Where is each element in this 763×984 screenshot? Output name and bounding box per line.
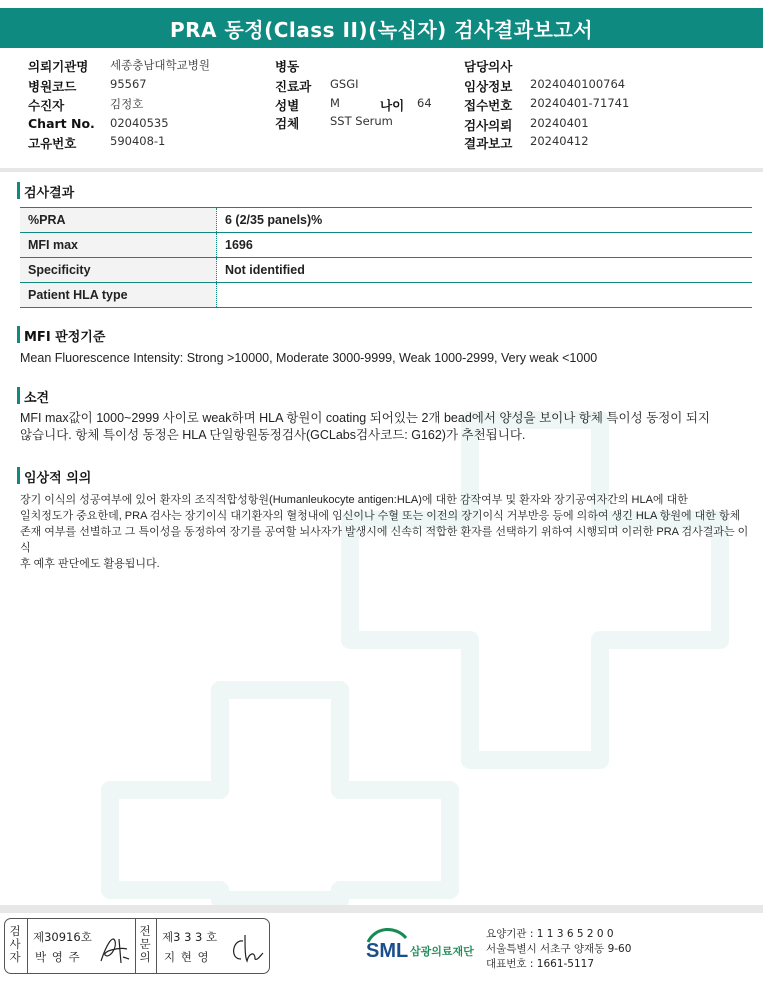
clinical-text bbox=[20, 492, 750, 572]
results-table bbox=[20, 207, 752, 308]
results-heading: 검사결과 bbox=[17, 182, 74, 201]
signature-box bbox=[4, 918, 270, 974]
receipt-no-value: 20240401-71741 bbox=[530, 96, 630, 110]
divider bbox=[0, 168, 763, 172]
chart-no-value: 02040535 bbox=[110, 116, 169, 130]
clinical-info-label: 임상정보 bbox=[464, 79, 513, 94]
unique-no-label: 고유번호 bbox=[28, 136, 77, 151]
report-title: PRA 동정(Class II)(녹십자) 검사결과보고서 bbox=[0, 8, 763, 48]
doctor-label: 담당의사 bbox=[464, 59, 513, 74]
dept-label: 진료과 bbox=[275, 79, 312, 94]
chart-no-label: Chart No. bbox=[28, 116, 95, 131]
clinical-line: 후 예후 판단에도 활용됩니다. bbox=[20, 558, 160, 570]
clinical-line: 일치정도가 중요한데, PRA 검사는 장기이식 대기환자의 혈청내에 임신이나 수혈 또는 이전의 장기이식 거부반응 등에 의하여 생긴 HLA 항원에 대한 항체 bbox=[20, 510, 741, 522]
specialist-name: 지 현 영 bbox=[164, 950, 210, 964]
org-phone: 대표번호 : 1661-5117 bbox=[486, 958, 595, 970]
tester-signature bbox=[97, 933, 133, 967]
divider bbox=[156, 919, 157, 973]
footer-divider bbox=[0, 905, 763, 913]
tester-license: 제30916호 bbox=[33, 930, 92, 944]
table-row bbox=[20, 233, 752, 258]
result-value: Not identified bbox=[217, 258, 753, 283]
receipt-no-label: 접수번호 bbox=[464, 98, 513, 113]
ward-label: 병동 bbox=[275, 59, 300, 74]
specimen-label: 검체 bbox=[275, 116, 300, 131]
specialist-signature bbox=[227, 933, 265, 967]
specimen-value: SST Serum bbox=[330, 114, 393, 128]
specialist-label: 전 문 의 bbox=[139, 924, 151, 964]
finding-text bbox=[20, 410, 750, 444]
patient-label: 수진자 bbox=[28, 98, 65, 113]
org-address: 서울특별시 서초구 양재동 9-60 bbox=[486, 943, 632, 955]
report-date-label: 결과보고 bbox=[464, 136, 513, 151]
patient-info bbox=[0, 55, 763, 165]
finding-heading: 소견 bbox=[17, 387, 49, 406]
clinical-heading: 임상적 의의 bbox=[17, 467, 91, 486]
result-label: Patient HLA type bbox=[20, 283, 217, 308]
result-value: 1696 bbox=[217, 233, 753, 258]
tester-label: 검 사 자 bbox=[9, 924, 21, 964]
sex-value: M bbox=[330, 96, 340, 110]
hospital-code-label: 병원코드 bbox=[28, 79, 77, 94]
specialist-license: 제3 3 3 호 bbox=[162, 930, 218, 944]
institution-label: 의뢰기관명 bbox=[28, 59, 89, 74]
patient-value: 김정호 bbox=[110, 97, 144, 111]
age-value: 64 bbox=[417, 96, 432, 110]
result-value: 6 (2/35 panels)% bbox=[217, 208, 753, 233]
clinical-line: 장기 이식의 성공여부에 있어 환자의 조직적합성항원(Humanleukocyte antigen:HLA)에 대한 감작여부 및 환자와 장기공여자간의 HLA에 대한 bbox=[20, 494, 688, 506]
sml-logo bbox=[366, 926, 484, 970]
table-row bbox=[20, 283, 752, 308]
request-date-value: 20240401 bbox=[530, 116, 589, 130]
request-date-label: 검사의뢰 bbox=[464, 118, 513, 133]
org-code: 요양기관 : 1 1 3 6 5 2 0 0 bbox=[486, 928, 614, 940]
hospital-code-value: 95567 bbox=[110, 77, 147, 91]
clinical-line: 존재 여부를 선별하고 그 특이성을 동정하여 장기를 공여할 뇌사자가 발생시에 신속히 적합한 환자를 선택하기 위하여 시행되며 이러한 PRA 검사결과는 이식 bbox=[20, 526, 749, 554]
mfi-criteria-text: Mean Fluorescence Intensity: Strong >10000, Moderate 3000-9999, Weak 1000-2999, Very weak <1000 bbox=[20, 351, 598, 365]
mfi-heading: MFI 판정기준 bbox=[17, 326, 105, 345]
institution-value: 세종충남대학교병원 bbox=[110, 58, 210, 72]
sml-logo-icon bbox=[366, 926, 484, 966]
clinical-info-value: 2024040100764 bbox=[530, 77, 626, 91]
tester-name: 박 영 주 bbox=[35, 950, 81, 964]
age-label: 나이 bbox=[380, 98, 405, 113]
report-date-value: 20240412 bbox=[530, 134, 589, 148]
logo-name: 삼광의료재단 bbox=[410, 945, 474, 958]
unique-no-value: 590408-1 bbox=[110, 134, 166, 148]
dept-value: GSGI bbox=[330, 77, 359, 91]
table-row bbox=[20, 208, 752, 233]
divider bbox=[27, 919, 28, 973]
org-info bbox=[486, 927, 631, 972]
sex-label: 성별 bbox=[275, 98, 300, 113]
finding-line: MFI max값이 1000~2999 사이로 weak하며 HLA 항원이 coating 되어있는 2개 bead에서 양성을 보이나 항체 특이성 동정이 되지 bbox=[20, 411, 710, 425]
table-row bbox=[20, 258, 752, 283]
finding-line: 않습니다. 항체 특이성 동정은 HLA 단일항원동정검사(GCLabs검사코드: G162)가 추천됩니다. bbox=[20, 428, 526, 442]
result-value bbox=[217, 283, 753, 308]
result-label: MFI max bbox=[20, 233, 217, 258]
result-label: Specificity bbox=[20, 258, 217, 283]
divider bbox=[135, 919, 136, 973]
result-label: %PRA bbox=[20, 208, 217, 233]
logo-text: SML bbox=[366, 940, 409, 962]
